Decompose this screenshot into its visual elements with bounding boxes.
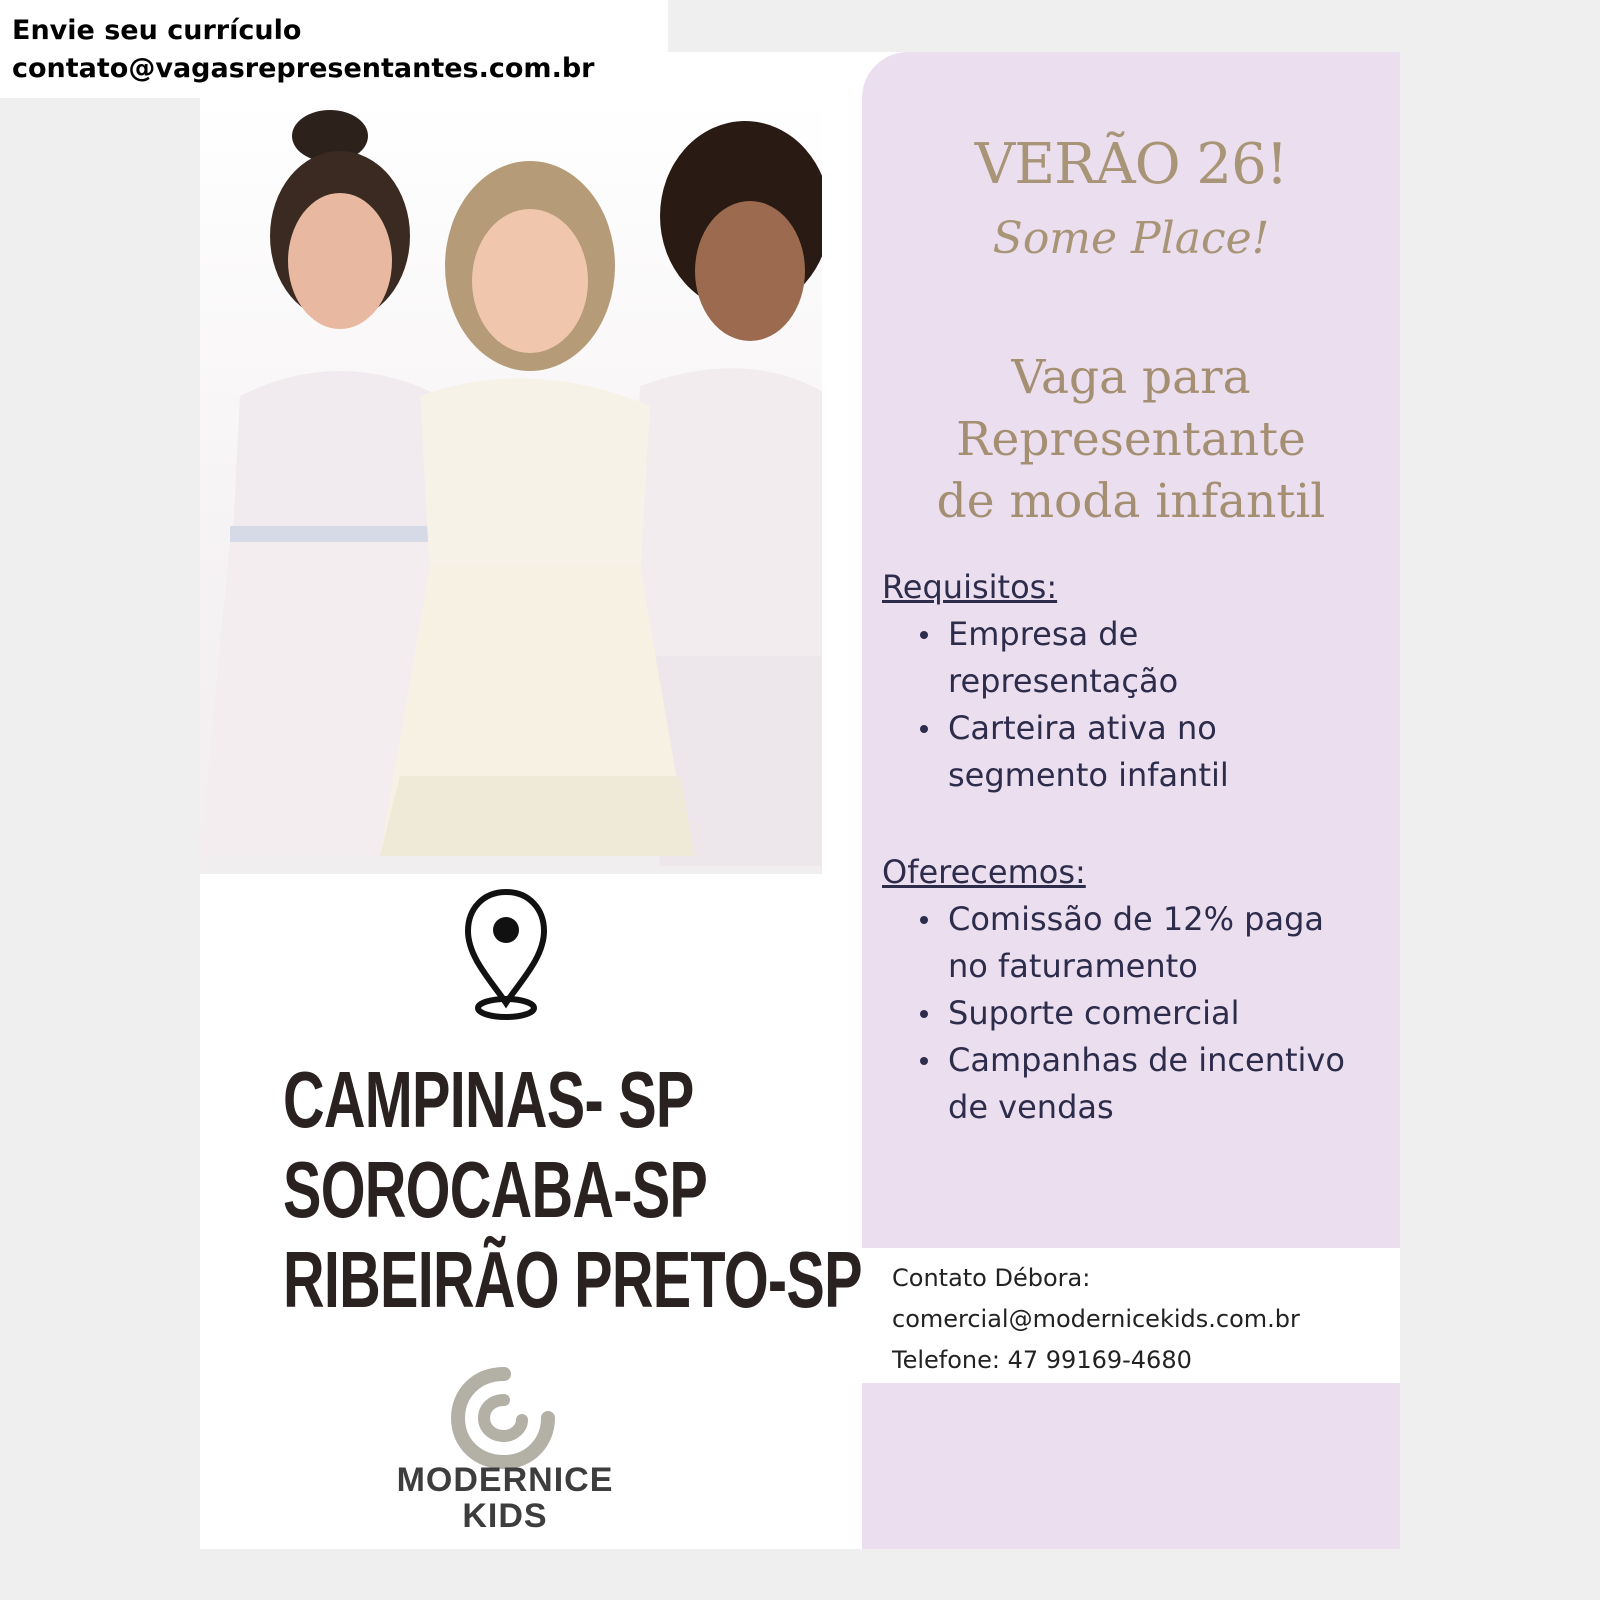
brand-line2: KIDS (462, 1497, 548, 1535)
offer-text: Comissão de 12% paga (948, 900, 1324, 938)
list-item (948, 705, 1392, 799)
list-item (948, 990, 1392, 1037)
offer-text: de vendas (948, 1088, 1114, 1126)
requirement-text: Empresa de (948, 615, 1139, 653)
list-item (948, 896, 1392, 990)
offers-section (882, 849, 1392, 1131)
requirements-list (882, 611, 1392, 799)
header-note-line1: Envie seu currículo (12, 15, 302, 46)
location-pin-icon (463, 888, 549, 1024)
location-campinas: CAMPINAS- SP (283, 1055, 694, 1144)
offer-text: no faturamento (948, 947, 1198, 985)
offer-text: Campanhas de incentivo (948, 1041, 1345, 1079)
job-title (862, 347, 1400, 533)
collection-name: Some Place! (992, 213, 1270, 264)
requirements-section (882, 564, 1392, 799)
header-note-email: contato@vagasrepresentantes.com.br (12, 53, 595, 84)
brand-line1: MODERNICE (396, 1461, 614, 1499)
requirement-text: representação (948, 662, 1179, 700)
job-title-line3: de moda infantil (936, 474, 1326, 529)
job-title-line1: Vaga para (1011, 350, 1251, 405)
brand-name (360, 1462, 650, 1534)
list-item (948, 611, 1392, 705)
requirement-text: Carteira ativa no (948, 709, 1217, 747)
location-ribeirao-preto: RIBEIRÃO PRETO-SP (283, 1235, 862, 1324)
job-title-line2: Representante (956, 412, 1306, 467)
list-item (948, 1037, 1392, 1131)
location-sorocaba: SOROCABA-SP (283, 1145, 708, 1234)
kids-photo (200, 96, 822, 874)
requirements-title: Requisitos: (882, 568, 1058, 606)
header-note (0, 0, 668, 98)
offers-list (882, 896, 1392, 1131)
offers-title: Oferecemos: (882, 853, 1086, 891)
contact-box (862, 1248, 1400, 1383)
season-heading: VERÃO 26! (974, 132, 1288, 197)
requirement-text: segmento infantil (948, 756, 1229, 794)
offer-text: Suporte comercial (948, 994, 1240, 1032)
location-list (283, 1055, 862, 1325)
contact-phone: Telefone: 47 99169-4680 (892, 1346, 1192, 1374)
contact-label: Contato Débora: (892, 1264, 1091, 1292)
kids-photo-illustration (200, 96, 822, 874)
contact-email: comercial@modernicekids.com.br (892, 1305, 1300, 1333)
